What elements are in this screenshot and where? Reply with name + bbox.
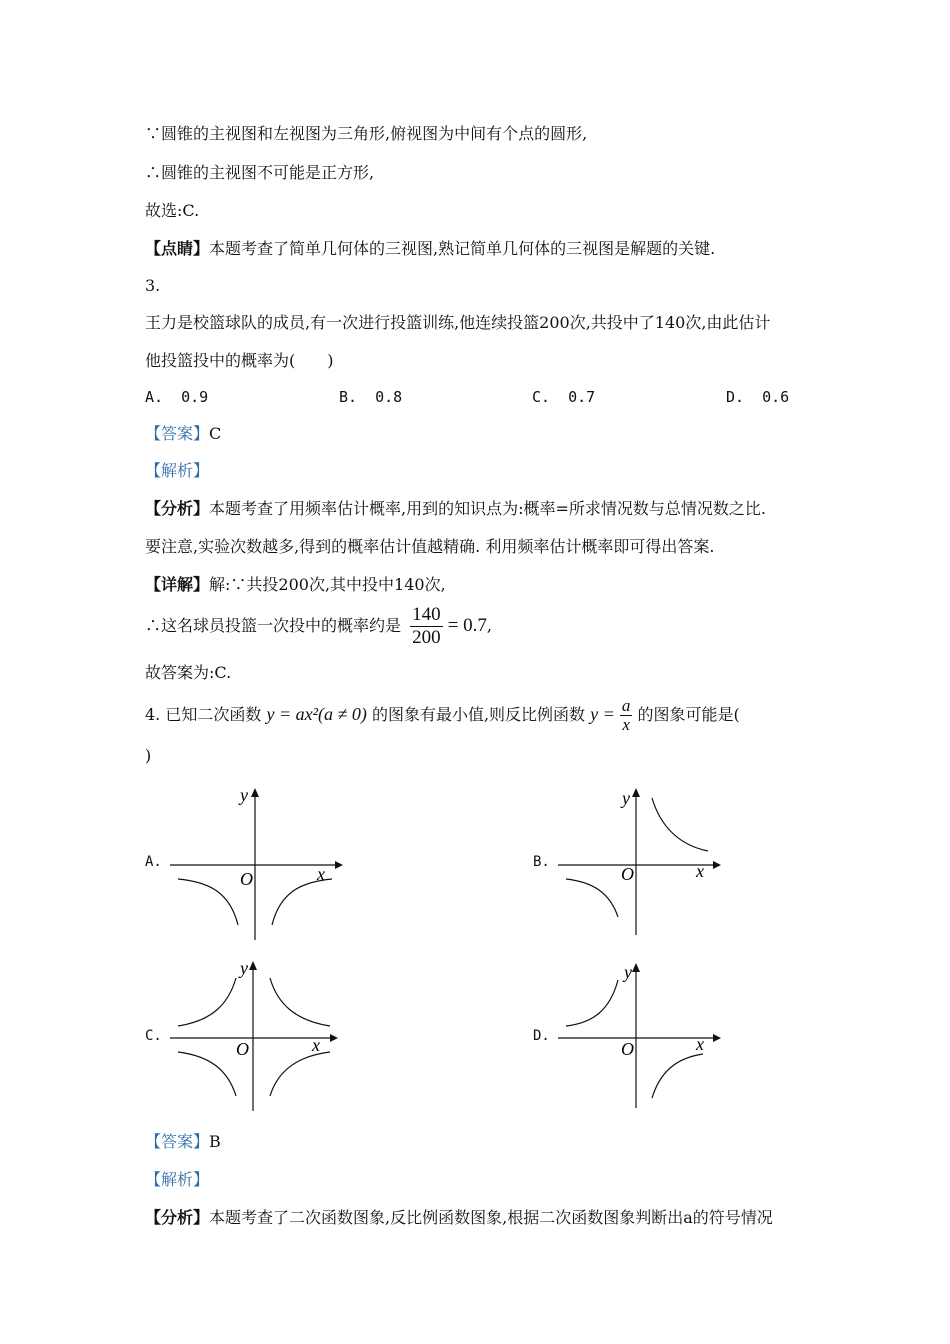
fraction-numerator: 140 [412,604,441,625]
dianjing-line [145,238,715,260]
q4-line [145,692,740,737]
q4-fraction-numerator: a [621,696,631,715]
fraction-140-200 [410,604,443,649]
answer2-line [145,1131,221,1153]
answer-tag: 【答案】 [145,424,210,443]
q3-text-1: 王力是校篮球队的成员,有一次进行投篮训练,他连续投篮200次,共投中了140次,由此估计 [145,313,771,332]
fenxi-tag: 【分析】 [145,499,210,518]
dianjing-text: 本题考查了简单几何体的三视图,熟记简单几何体的三视图是解题的关键. [209,239,716,258]
q4-y-equals: y = [590,704,615,724]
graph-b-x-label: x [696,861,704,881]
q3-text-2: 他投篮投中的概率为( ) [145,351,334,370]
q3-option-b: B. 0.8 [339,388,403,406]
graph-d-x-arrow [713,1034,721,1042]
graph-d-y-arrow [632,963,640,972]
answer2-tag: 【答案】 [145,1132,210,1151]
dianjing-tag: 【点睛】 [145,239,210,258]
graph-a-label: A. [145,854,162,870]
xiangjie-text: 解:∵共投200次,其中投中140次, [209,575,446,594]
calc-line [145,602,492,650]
graph-d-curve-second-quadrant [566,980,618,1026]
graph-c [160,958,350,1118]
calc-result: = 0.7 [447,615,487,636]
graph-a-curve-right [272,879,332,925]
graph-a-origin: O [240,869,253,889]
graph-b-x-arrow [713,861,721,869]
calc-comma: , [486,616,493,635]
calc-prefix: ∴这名球员投篮一次投中的概率约是 [145,616,402,635]
graph-b-curve-first-quadrant [652,798,708,851]
graph-b-label: B. [533,854,550,870]
graph-c-curve-fourth-quadrant [270,1052,330,1096]
graph-c-curve-third-quadrant [178,1052,236,1096]
graph-c-x-label: x [312,1035,320,1055]
jiexi-line [145,460,209,482]
q3-option-c: C. 0.7 [532,388,596,406]
jiexi2-line [145,1169,209,1191]
q4-suffix: 的图象可能是( [637,705,740,724]
graph-b-y-label: y [622,788,630,808]
graph-a-y-arrow [251,788,259,797]
answer-line [145,423,221,445]
graph-c-x-arrow [330,1034,338,1042]
xiangjie-tag: 【详解】 [145,575,210,594]
graph-d-y-label: y [624,962,632,982]
graph-d [548,960,738,1120]
q4-fraction-denominator: x [622,715,630,734]
graph-c-y-arrow [249,961,257,970]
answer2-value: B [209,1132,221,1151]
jiexi-tag: 【解析】 [145,461,210,480]
fraction-denominator: 200 [412,627,441,648]
graph-b [548,785,738,945]
graph-a [160,785,350,945]
graph-a-curve-left [178,879,238,925]
graph-a-x-arrow [335,861,343,869]
graph-c-curve-first-quadrant [270,978,330,1026]
final-answer-line: 故答案为:C. [145,663,232,682]
fenxi2-text: 本题考查了二次函数图象,反比例函数图象,根据二次函数图象判断出a的符号情况 [209,1208,773,1227]
xiangjie-line [145,574,446,596]
q4-fraction [620,697,633,734]
graph-c-origin: O [236,1039,249,1059]
q3-number: 3. [145,276,161,295]
graph-d-x-label: x [696,1034,704,1054]
graph-a-x-label: x [317,864,325,884]
text-line-1: ∵圆锥的主视图和左视图为三角形,俯视图为中间有个点的圆形, [145,124,588,143]
graph-d-curve-fourth-quadrant [652,1054,703,1098]
q3-option-d: D. 0.6 [726,388,790,406]
q3-option-a: A. 0.9 [145,388,209,406]
q4-middle: 的图象有最小值,则反比例函数 [371,705,586,724]
graph-c-y-label: y [240,958,248,978]
fenxi2-line [145,1207,773,1229]
fenxi-line-2: 要注意,实验次数越多,得到的概率估计值越精确. 利用频率估计概率即可得出答案. [145,537,715,556]
graph-c-curve-second-quadrant [178,978,236,1026]
fenxi2-tag: 【分析】 [145,1208,210,1227]
text-line-2: ∴圆锥的主视图不可能是正方形, [145,163,375,182]
graph-a-y-label: y [240,785,248,805]
q4-quadratic-formula: y = ax²(a ≠ 0) [266,704,367,724]
q4-prefix: 4. 已知二次函数 [145,705,262,724]
graph-d-origin: O [621,1039,634,1059]
answer-value: C [209,424,222,443]
jiexi2-tag: 【解析】 [145,1170,210,1189]
graph-b-y-arrow [632,788,640,797]
fenxi-text: 本题考查了用频率估计概率,用到的知识点为:概率=所求情况数与总情况数之比. [209,499,766,518]
graph-b-curve-third-quadrant [566,879,618,917]
graph-b-origin: O [621,864,634,884]
fenxi-line [145,498,766,520]
text-line-3: 故选:C. [145,201,200,220]
graph-d-label: D. [533,1028,550,1044]
q4-close-paren: ) [145,746,152,765]
graph-c-label: C. [145,1028,162,1044]
